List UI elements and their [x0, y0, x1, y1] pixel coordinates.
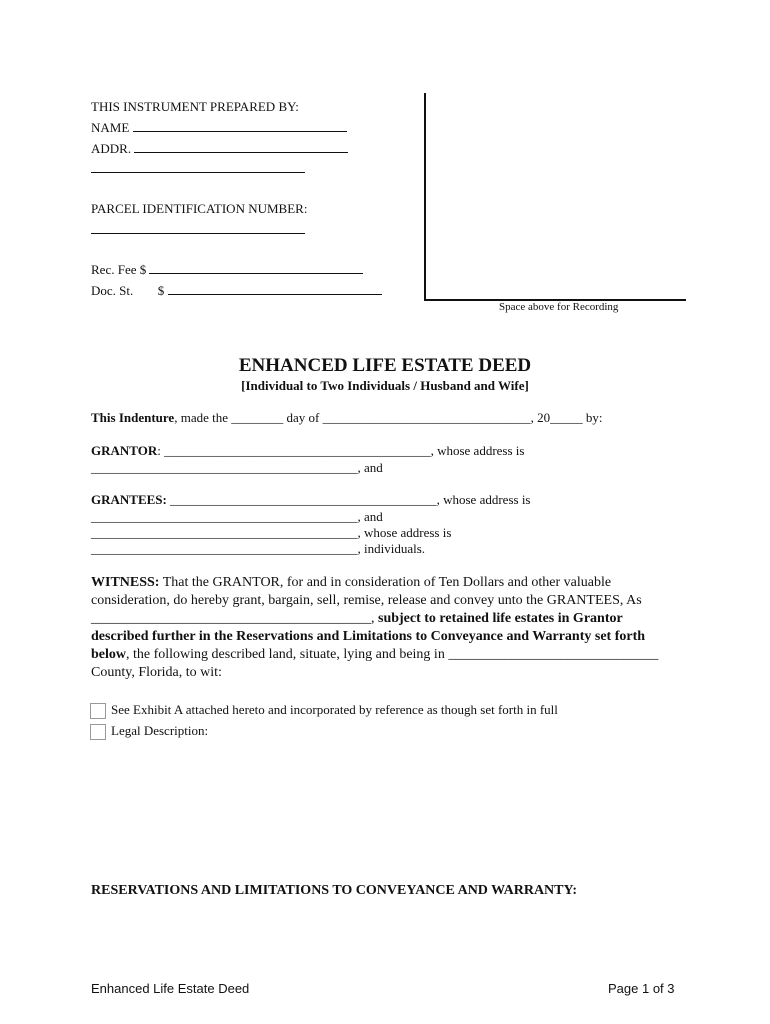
- grantor-line-1: [91, 443, 524, 459]
- grantees-line-4: _________________________________________, individuals.: [91, 541, 426, 556]
- grantor-label: GRANTOR: [91, 443, 158, 458]
- exhibit-option-label: See Exhibit A attached hereto and incorporated by reference as though set forth in full: [111, 702, 558, 717]
- grantees-line-2: _________________________________________, and: [91, 509, 383, 524]
- rec-fee-row: [91, 259, 363, 280]
- legal-description-checkbox[interactable]: [90, 724, 106, 740]
- doc-st-dollar: $: [157, 283, 165, 298]
- witness-paragraph: [91, 574, 681, 682]
- reservations-heading: RESERVATIONS AND LIMITATIONS TO CONVEYANCE AND WARRANTY:: [91, 883, 577, 898]
- prepared-by-heading: THIS INSTRUMENT PREPARED BY:: [91, 99, 299, 114]
- addr-field-2[interactable]: [91, 160, 305, 173]
- rec-fee-field[interactable]: [149, 261, 363, 274]
- grantees-label: GRANTEES:: [91, 492, 167, 507]
- deed-title: ENHANCED LIFE ESTATE DEED: [238, 355, 532, 376]
- legal-description-label: Legal Description:: [111, 723, 209, 738]
- rec-fee-label: Rec. Fee $: [91, 262, 147, 277]
- footer-document-name: Enhanced Life Estate Deed: [91, 981, 250, 996]
- doc-st-field[interactable]: [168, 282, 382, 295]
- doc-st-label: Doc. St.: [91, 283, 134, 298]
- deed-subtitle: [Individual to Two Individuals / Husband and Wife]: [241, 378, 529, 393]
- addr-row: [91, 138, 348, 159]
- indenture-line: [91, 410, 602, 426]
- indenture-lead: This Indenture: [91, 410, 175, 425]
- witness-label: WITNESS:: [91, 575, 160, 590]
- addr-label: ADDR.: [91, 141, 132, 156]
- name-field[interactable]: [133, 119, 347, 132]
- recording-caption: Space above for Recording: [499, 301, 619, 313]
- parcel-id-row: [91, 219, 305, 240]
- addr-row-2: [91, 158, 305, 179]
- grantor-name-text: : _________________________________________, whose address is: [157, 443, 525, 458]
- parcel-id-label: PARCEL IDENTIFICATION NUMBER:: [91, 201, 308, 216]
- grantees-line-1: [91, 492, 531, 508]
- legal-description-option: [90, 723, 208, 740]
- indenture-date-text: , made the ________ day of ________________________________, 20_____ by:: [174, 410, 603, 425]
- name-label: NAME: [91, 120, 130, 135]
- footer-page-number: Page 1 of 3: [608, 981, 675, 996]
- grantees-name-text: _________________________________________, whose address is: [166, 492, 531, 507]
- name-row: [91, 117, 347, 138]
- addr-field[interactable]: [134, 140, 348, 153]
- grantees-line-3: _________________________________________, whose address is: [91, 525, 452, 540]
- exhibit-option: [90, 702, 558, 719]
- exhibit-checkbox[interactable]: [90, 703, 106, 719]
- witness-reservation-text: subject to retained life estates in Grantor described further in the Reservations and Limitations to Conveyance and Warranty set forth below: [91, 611, 646, 662]
- grantor-line-2: _________________________________________, and: [91, 460, 383, 475]
- witness-text-2: , the following described land, situate, lying and being in ______________________________ County, Florida, to wit:: [91, 647, 659, 680]
- doc-st-row: [91, 280, 382, 301]
- recording-box-vertical-rule: [424, 93, 426, 301]
- witness-text-1: That the GRANTOR, for and in consideration of Ten Dollars and other valuable consideration, do hereby grant, bargain, sell, remise, release and convey unto the GRANTEES, As ________________________________________,: [91, 575, 642, 626]
- parcel-id-field[interactable]: [91, 221, 305, 234]
